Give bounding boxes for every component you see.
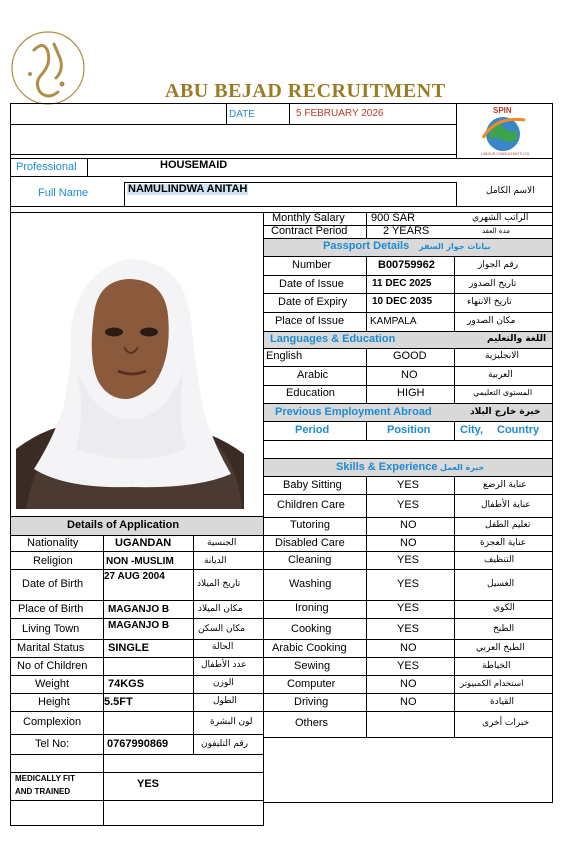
employment-heading: Previous Employment Abroad xyxy=(275,406,432,418)
height-label: Height xyxy=(38,696,70,708)
arabic-ar: العربية xyxy=(488,370,513,380)
skill-driving-value: NO xyxy=(400,696,417,708)
skill-computer-value: NO xyxy=(400,678,417,690)
dob-value: 27 AUG 2004 xyxy=(104,571,165,582)
company-logo-icon xyxy=(4,30,92,106)
issue-date-value: 11 DEC 2025 xyxy=(372,278,432,289)
place-of-issue-value: KAMPALA xyxy=(370,316,417,327)
pob-value: MAGANJO B xyxy=(108,604,170,615)
period-ar: مدة العقد xyxy=(482,227,510,235)
skill-tutoring-value: NO xyxy=(400,519,417,531)
living-town-label: Living Town xyxy=(22,623,80,635)
skill-children-care-value: YES xyxy=(397,499,420,511)
tel-value: 0767990869 xyxy=(107,738,169,750)
skill-sewing-ar: الخياطة xyxy=(482,661,511,671)
complexion-label: Complexion xyxy=(23,716,82,728)
skill-baby-sitting-label: Baby Sitting xyxy=(283,479,342,491)
skill-others-label: Others xyxy=(295,717,329,729)
skill-washing-ar: الغسيل xyxy=(487,579,515,589)
passport-number-label: Number xyxy=(292,259,332,271)
skill-children-care-label: Children Care xyxy=(277,499,345,511)
religion-ar: الديانة xyxy=(204,556,227,566)
skill-driving-label: Driving xyxy=(294,696,329,708)
skill-sewing-value: YES xyxy=(397,660,420,672)
employment-col-country: Country xyxy=(497,424,540,436)
spin-logo-subtext: LABOUR CONSULTANTS LTD xyxy=(481,152,530,156)
living-town-value: MAGANJO B xyxy=(108,620,170,631)
marital-status-label: Marital Status xyxy=(17,642,85,654)
skill-arabic-cooking-label: Arabic Cooking xyxy=(272,642,347,654)
application-heading: Details of Application xyxy=(67,519,180,531)
passport-heading: Passport Details xyxy=(323,240,410,252)
expiry-date-label: Date of Expiry xyxy=(278,296,348,308)
pob-ar: مكان الميلاد xyxy=(198,604,243,614)
fullname-ar: الاسم الكامل xyxy=(486,186,535,196)
salary-label: Monthly Salary xyxy=(272,212,345,224)
skill-sewing-label: Sewing xyxy=(294,660,331,672)
date-label: DATE xyxy=(229,109,255,120)
skill-ironing-ar: الكوي xyxy=(493,603,515,613)
skill-cooking-value: YES xyxy=(397,623,420,635)
skill-cooking-ar: الطبخ xyxy=(493,624,515,634)
skill-arabic-cooking-value: NO xyxy=(400,642,417,654)
languages-heading: Languages & Education xyxy=(270,333,396,345)
employment-heading-ar: خبرة خارج البلاد xyxy=(470,407,541,417)
medical-value: YES xyxy=(137,778,160,790)
period-value: 2 YEARS xyxy=(383,225,430,237)
languages-heading-ar: اللغة والتعليم xyxy=(487,334,547,344)
company-title: ABU BEJAD RECRUITMENT xyxy=(165,80,446,102)
skill-cleaning-value: YES xyxy=(397,554,420,566)
arabic-label: Arabic xyxy=(297,369,329,381)
religion-value: NON -MUSLIM xyxy=(106,556,174,567)
weight-label: Weight xyxy=(35,678,70,690)
expiry-date-value: 10 DEC 2035 xyxy=(372,296,433,307)
education-ar: المستوى التعليمي xyxy=(473,388,533,397)
skills-heading-ar: خبرة العمل xyxy=(440,463,485,472)
nationality-ar: الجنسية xyxy=(207,538,237,548)
complexion-ar: لون البشرة xyxy=(210,717,253,727)
skill-arabic-cooking-ar: الطبخ العربي xyxy=(476,643,525,653)
children-ar: عدد الأطفال xyxy=(201,660,247,670)
place-of-issue-ar: مكان الصدور xyxy=(467,316,516,326)
english-ar: الانجليزية xyxy=(485,351,519,361)
skill-cleaning-ar: التنظيف xyxy=(484,555,515,565)
skill-computer-ar: استخدام الكمبيوتر xyxy=(460,679,524,689)
religion-label: Religion xyxy=(33,555,73,567)
skill-children-care-ar: عناية الأطفال xyxy=(481,500,531,510)
passport-number-ar: رقم الجواز xyxy=(478,260,519,270)
skill-driving-ar: القيادة xyxy=(490,697,514,707)
education-value: HIGH xyxy=(397,387,425,399)
employment-col-period: Period xyxy=(295,424,330,436)
skill-disabled-care-label: Disabled Care xyxy=(275,537,345,549)
arabic-value: NO xyxy=(401,369,418,381)
marital-status-value: SINGLE xyxy=(108,642,149,654)
english-label: English xyxy=(266,350,303,362)
tel-label: Tel No: xyxy=(35,738,70,750)
skill-washing-label: Washing xyxy=(289,578,332,590)
height-ar: الطول xyxy=(213,696,237,706)
dob-ar: تاريخ الميلاد xyxy=(197,579,241,589)
skill-others-ar: خبرات أخرى xyxy=(482,718,530,728)
pob-label: Place of Birth xyxy=(18,603,84,615)
skill-tutoring-label: Tutoring xyxy=(290,519,330,531)
marital-status-ar: الحالة xyxy=(212,642,234,652)
date-value: 5 FEBRUARY 2026 xyxy=(296,108,384,119)
salary-value: 900 SAR xyxy=(371,212,416,224)
fullname-value: NAMULINDWA ANITAH xyxy=(128,183,248,195)
medical-label-2: AND TRAINED xyxy=(15,787,71,796)
skill-washing-value: YES xyxy=(397,578,420,590)
period-label: Contract Period xyxy=(271,225,348,237)
skill-ironing-value: YES xyxy=(397,602,420,614)
skill-cooking-label: Cooking xyxy=(291,623,332,635)
weight-ar: الوزن xyxy=(213,678,234,688)
weight-value: 74KGS xyxy=(108,678,145,690)
spin-logo-text: SPIN xyxy=(493,106,512,115)
skills-heading: Skills & Experience xyxy=(336,461,438,473)
tel-ar: رقم التليفون xyxy=(201,739,248,749)
english-value: GOOD xyxy=(393,350,427,362)
medical-label-1: MEDICALLY FIT xyxy=(15,774,76,783)
place-of-issue-label: Place of Issue xyxy=(275,315,345,327)
employment-col-position: Position xyxy=(387,424,431,436)
employment-col-city: City, xyxy=(460,424,484,436)
skill-computer-label: Computer xyxy=(287,678,336,690)
applicant-photo xyxy=(16,219,244,509)
skill-ironing-label: Ironing xyxy=(295,602,329,614)
fullname-label: Full Name xyxy=(38,187,89,199)
expiry-date-ar: تاريخ الانتهاء xyxy=(467,297,512,307)
skill-cleaning-label: Cleaning xyxy=(288,554,332,566)
skill-baby-sitting-ar: عناية الرضع xyxy=(483,480,527,490)
spin-agency-logo-icon xyxy=(475,104,531,156)
nationality-value: UGANDAN xyxy=(115,537,172,549)
salary-ar: الراتب الشهري xyxy=(472,213,529,223)
issue-date-ar: تاريخ الصدور xyxy=(469,279,517,289)
height-value: 5.5FT xyxy=(104,696,133,708)
nationality-label: Nationality xyxy=(27,537,79,549)
education-label: Education xyxy=(286,387,335,399)
skill-baby-sitting-value: YES xyxy=(397,479,420,491)
skill-disabled-care-ar: عناية العجزة xyxy=(480,538,527,548)
living-town-ar: مكان السكن xyxy=(198,624,246,634)
profession-label: Professional xyxy=(16,161,77,173)
dob-label: Date of Birth xyxy=(22,578,84,590)
passport-number-value: B00759962 xyxy=(378,259,435,271)
skill-tutoring-ar: تعليم الطفل xyxy=(485,520,531,530)
issue-date-label: Date of Issue xyxy=(279,278,344,290)
profession-value: HOUSEMAID xyxy=(160,159,228,171)
skill-disabled-care-value: NO xyxy=(400,537,417,549)
passport-heading-ar: بيانات جواز السفر xyxy=(419,242,491,251)
children-label: No of Children xyxy=(17,660,88,672)
